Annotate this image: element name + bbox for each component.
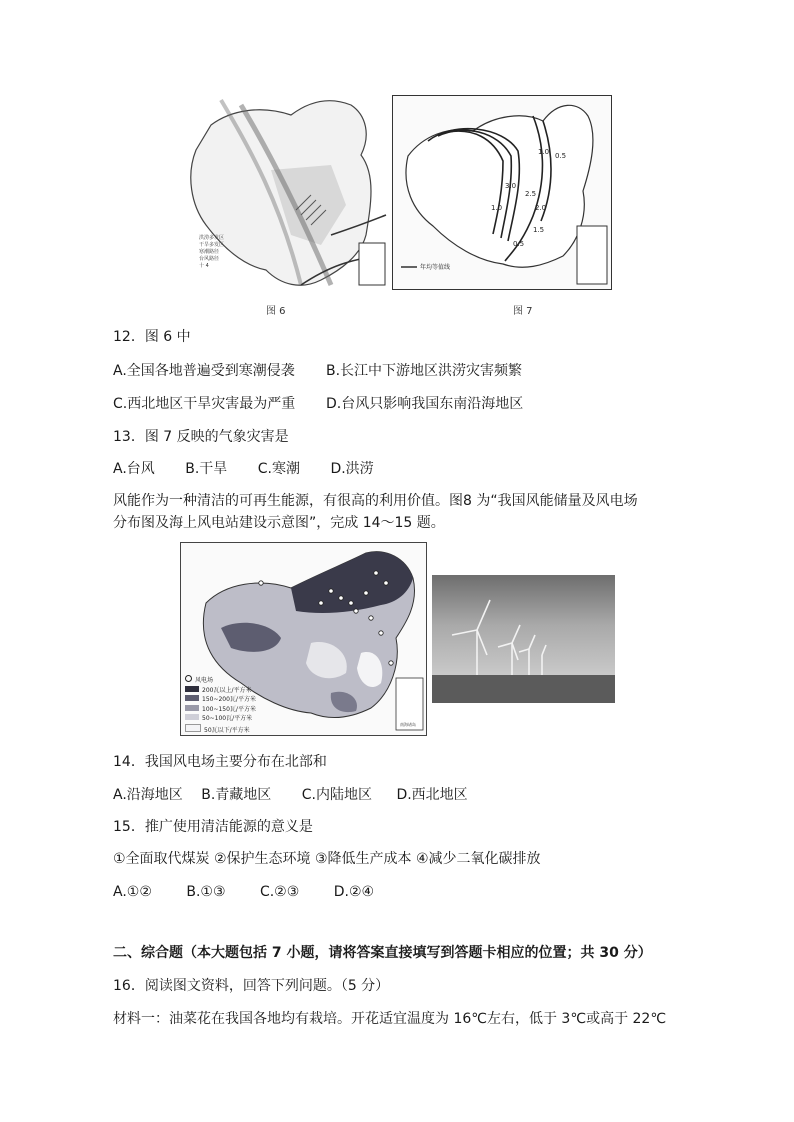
- contour-label: 1.5: [533, 226, 545, 234]
- legend-swatch: [185, 695, 199, 701]
- question-15-statements: ①全面取代煤炭 ②保护生态环境 ③降低生产成本 ④减少二氧化碳排放: [113, 851, 541, 867]
- question-12-option-c: C.西北地区干旱灾害最为严重: [113, 396, 296, 412]
- question-12-option-d: D.台风只影响我国东南沿海地区: [326, 396, 524, 412]
- contour-label: 0.5: [513, 240, 525, 248]
- legend-label: 200瓦以上/平方米: [202, 686, 252, 694]
- question-16-stem: 16．阅读图文资料，回答下列问题。（5 分）: [113, 978, 390, 994]
- question-13-option-b: B.干旱: [185, 461, 228, 477]
- question-14-option-d: D.西北地区: [396, 787, 468, 803]
- question-16-material-1: 材料一：油菜花在我国各地均有栽培。开花适宜温度为 16℃左右，低于 3℃或高于 22℃: [113, 1011, 667, 1027]
- passage-line-2: 分布图及海上风电站建设示意图”，完成 14～15 题。: [113, 515, 445, 531]
- legend-item: 干旱多发区: [199, 242, 225, 248]
- legend-item: 台风路径: [199, 256, 220, 262]
- question-12-option-a: A.全国各地普遍受到寒潮侵袭: [113, 363, 295, 379]
- wind-farm-marker-icon: [185, 675, 192, 682]
- legend-label: 风电场: [195, 677, 214, 684]
- legend-item: 十 4: [199, 263, 209, 269]
- section-2-heading: 二、综合题（本大题包括 7 小题，请将答案直接填写到答题卡相应的位置；共 30 分）: [113, 945, 652, 961]
- offshore-wind-farm-photo: [432, 575, 615, 703]
- figure-6-legend: [199, 235, 224, 270]
- question-15-option-a: A.①②: [113, 884, 152, 900]
- legend-item-level-2: [185, 695, 256, 705]
- question-15-option-d: D.②④: [333, 884, 375, 900]
- question-13-option-d: D.洪涝: [330, 461, 374, 477]
- legend-item-level-4: [185, 714, 256, 724]
- legend-label: 50瓦以下/平方米: [204, 726, 250, 734]
- contour-label: 3.0: [505, 182, 517, 190]
- question-14-option-a: A.沿海地区: [113, 787, 183, 803]
- question-13-stem: 13．图 7 反映的气象灾害是: [113, 429, 289, 445]
- legend-label: 50~100瓦/平方米: [202, 715, 253, 722]
- question-14-options: [113, 786, 494, 804]
- question-15-option-c: C.②③: [259, 884, 300, 900]
- question-13-option-a: A.台风: [113, 461, 155, 477]
- passage-line-1: 风能作为一种清洁的可再生能源，有很高的利用价值。图8 为“我国风能储量及风电场: [113, 493, 638, 509]
- contour-label: 2.5: [525, 190, 537, 198]
- contour-label: 0.5: [555, 152, 567, 160]
- figure-7-isoline-map: [393, 96, 611, 289]
- figure-8-inset-label: 南海诸岛: [400, 722, 416, 727]
- question-15-options: [113, 883, 400, 901]
- figure-6-map: [181, 95, 389, 295]
- question-12-stem: 12．图 6 中: [113, 329, 191, 345]
- contour-label: 1.0: [491, 204, 503, 212]
- legend-swatch: [185, 705, 199, 711]
- question-13-option-c: C.寒潮: [257, 461, 300, 477]
- figure-7-legend: 年均等值线: [420, 264, 451, 271]
- legend-item: 寒潮路径: [199, 249, 220, 255]
- legend-swatch: [185, 686, 199, 692]
- legend-swatch: [185, 724, 201, 732]
- legend-label: 100~150瓦/平方米: [202, 705, 256, 713]
- legend-item-level-5: [185, 724, 256, 736]
- legend-item: 洪涝多发区: [199, 235, 225, 241]
- question-13-options: [113, 460, 400, 478]
- legend-item-wind-farm: [185, 675, 256, 686]
- contour-label: 1.0: [538, 148, 550, 156]
- question-15-option-b: B.①③: [186, 884, 226, 900]
- figure-7-caption: 图 7: [513, 306, 533, 317]
- legend-item-level-3: [185, 705, 256, 715]
- figure-8-legend: [185, 675, 256, 735]
- legend-label: 150~200瓦/平方米: [202, 696, 256, 703]
- question-14-option-c: C.内陆地区: [301, 787, 372, 803]
- question-14-option-b: B.青藏地区: [201, 787, 272, 803]
- question-15-stem: 15．推广使用清洁能源的意义是: [113, 819, 313, 835]
- legend-swatch: [185, 714, 199, 720]
- question-12-option-b: B.长江中下游地区洪涝灾害频繁: [326, 363, 523, 379]
- figure-7-map: [392, 95, 612, 290]
- offshore-wind-turbines-image: [432, 575, 615, 703]
- figure-6-caption: 图 6: [266, 306, 286, 317]
- question-14-stem: 14．我国风电场主要分布在北部和: [113, 754, 327, 770]
- contour-label: 2.0: [535, 204, 547, 212]
- figure-8-wind-map: [180, 542, 427, 736]
- legend-item-level-1: [185, 686, 256, 696]
